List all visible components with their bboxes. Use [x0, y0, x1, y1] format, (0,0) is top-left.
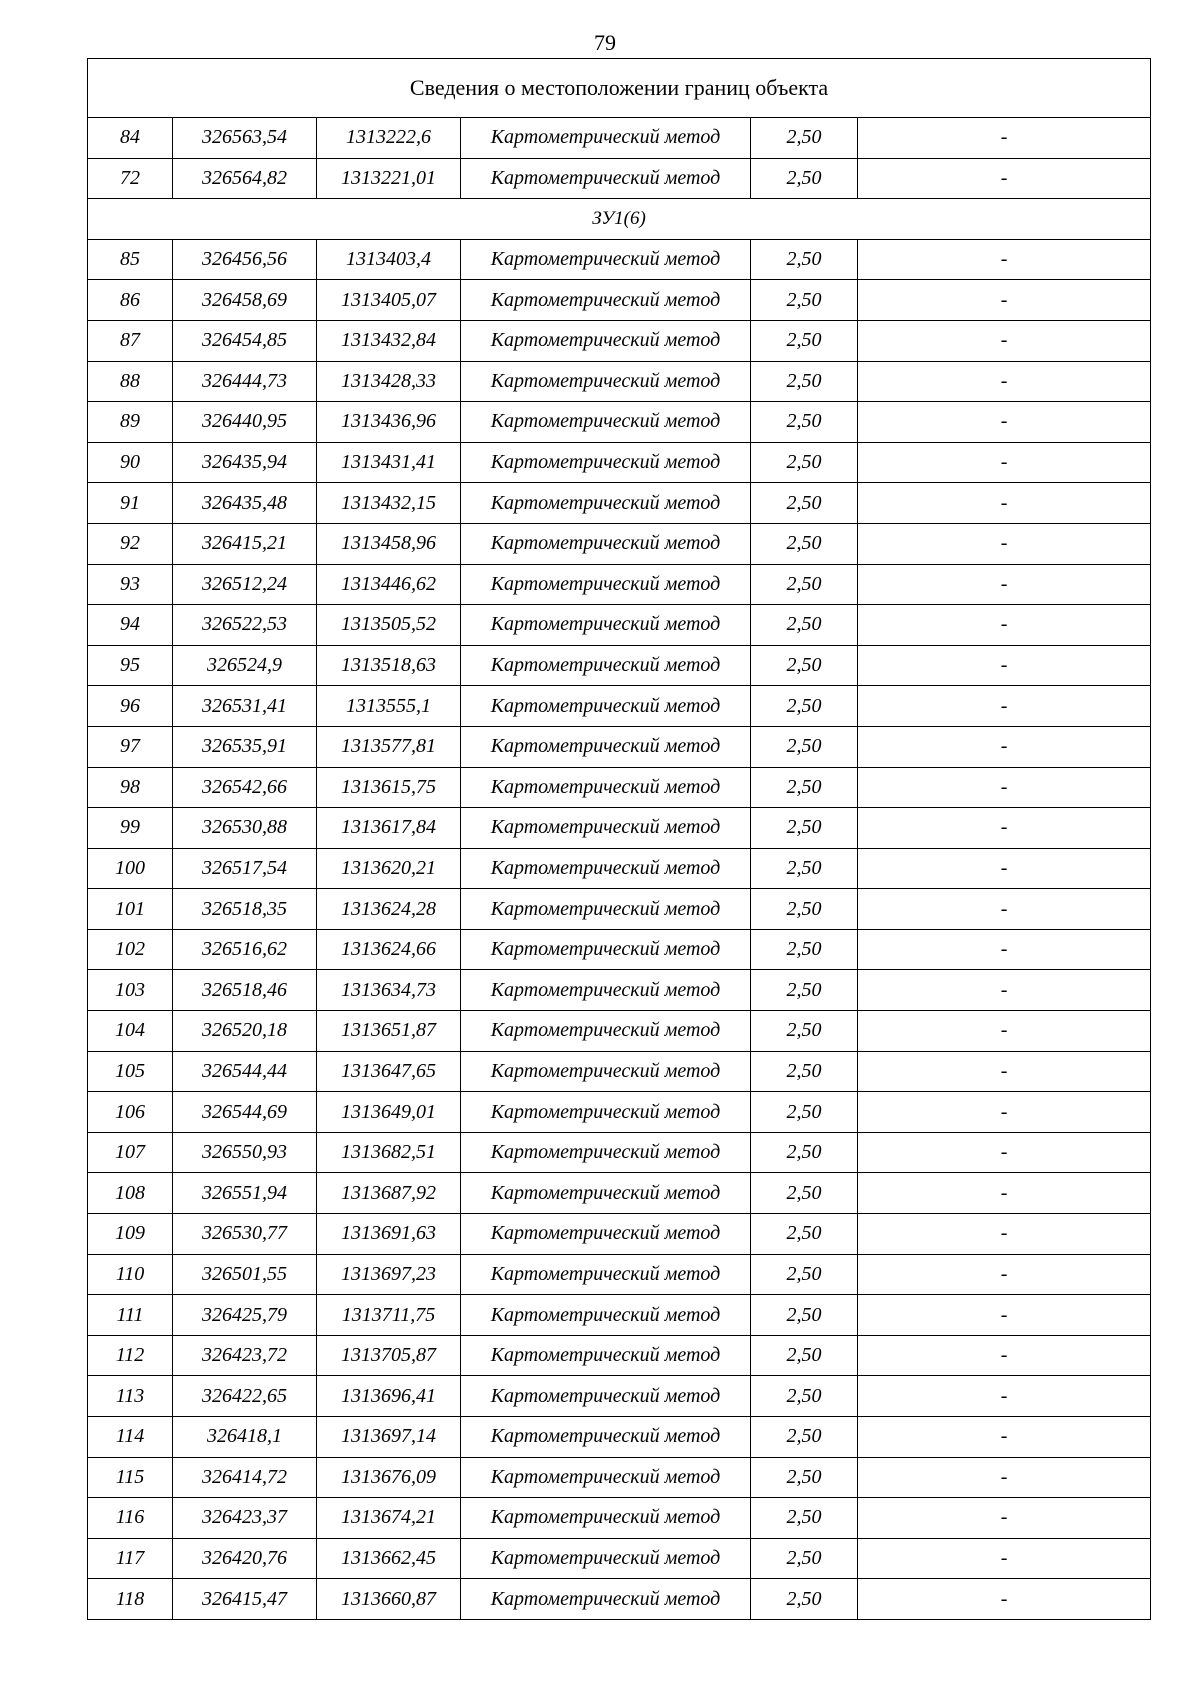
note-cell: - [858, 523, 1151, 564]
note-cell: - [858, 726, 1151, 767]
note-cell: - [858, 361, 1151, 402]
accuracy-cell: 2,50 [751, 1417, 858, 1458]
y-coordinate-cell: 1313446,62 [317, 564, 461, 605]
y-coordinate-cell: 1313711,75 [317, 1295, 461, 1336]
method-cell: Картометрический метод [461, 402, 751, 443]
y-coordinate-cell: 1313617,84 [317, 808, 461, 849]
table-row [88, 1214, 1151, 1255]
x-coordinate-cell: 326564,82 [173, 158, 317, 199]
y-coordinate-cell: 1313505,52 [317, 605, 461, 646]
table-row [88, 483, 1151, 524]
point-number-cell: 85 [88, 239, 173, 280]
note-cell: - [858, 280, 1151, 321]
y-coordinate-cell: 1313624,28 [317, 889, 461, 930]
table-row [88, 442, 1151, 483]
y-coordinate-cell: 1313697,23 [317, 1254, 461, 1295]
point-number-cell: 92 [88, 523, 173, 564]
note-cell: - [858, 645, 1151, 686]
table-row [88, 320, 1151, 361]
method-cell: Картометрический метод [461, 1214, 751, 1255]
x-coordinate-cell: 326535,91 [173, 726, 317, 767]
table-row [88, 605, 1151, 646]
method-cell: Картометрический метод [461, 686, 751, 727]
y-coordinate-cell: 1313634,73 [317, 970, 461, 1011]
table-row [88, 686, 1151, 727]
y-coordinate-cell: 1313662,45 [317, 1538, 461, 1579]
method-cell: Картометрический метод [461, 1457, 751, 1498]
accuracy-cell: 2,50 [751, 402, 858, 443]
x-coordinate-cell: 326544,44 [173, 1051, 317, 1092]
table-row [88, 767, 1151, 808]
accuracy-cell: 2,50 [751, 1011, 858, 1052]
table-row [88, 1417, 1151, 1458]
y-coordinate-cell: 1313687,92 [317, 1173, 461, 1214]
point-number-cell: 112 [88, 1335, 173, 1376]
accuracy-cell: 2,50 [751, 1335, 858, 1376]
table-row [88, 1051, 1151, 1092]
method-cell: Картометрический метод [461, 1376, 751, 1417]
y-coordinate-cell: 1313458,96 [317, 523, 461, 564]
point-number-cell: 111 [88, 1295, 173, 1336]
y-coordinate-cell: 1313405,07 [317, 280, 461, 321]
note-cell: - [858, 848, 1151, 889]
note-cell: - [858, 1457, 1151, 1498]
y-coordinate-cell: 1313682,51 [317, 1132, 461, 1173]
accuracy-cell: 2,50 [751, 239, 858, 280]
point-number-cell: 116 [88, 1498, 173, 1539]
y-coordinate-cell: 1313436,96 [317, 402, 461, 443]
x-coordinate-cell: 326458,69 [173, 280, 317, 321]
y-coordinate-cell: 1313647,65 [317, 1051, 461, 1092]
x-coordinate-cell: 326516,62 [173, 929, 317, 970]
x-coordinate-cell: 326524,9 [173, 645, 317, 686]
method-cell: Картометрический метод [461, 1132, 751, 1173]
method-cell: Картометрический метод [461, 280, 751, 321]
accuracy-cell: 2,50 [751, 1498, 858, 1539]
note-cell: - [858, 929, 1151, 970]
accuracy-cell: 2,50 [751, 848, 858, 889]
note-cell: - [858, 118, 1151, 159]
y-coordinate-cell: 1313432,84 [317, 320, 461, 361]
table-row [88, 726, 1151, 767]
accuracy-cell: 2,50 [751, 280, 858, 321]
accuracy-cell: 2,50 [751, 1457, 858, 1498]
section-label: ЗУ1(6) [88, 199, 1151, 240]
table-body [88, 59, 1151, 1620]
point-number-cell: 91 [88, 483, 173, 524]
note-cell: - [858, 402, 1151, 443]
y-coordinate-cell: 1313660,87 [317, 1579, 461, 1620]
note-cell: - [858, 158, 1151, 199]
table-row [88, 645, 1151, 686]
note-cell: - [858, 767, 1151, 808]
method-cell: Картометрический метод [461, 118, 751, 159]
method-cell: Картометрический метод [461, 889, 751, 930]
point-number-cell: 72 [88, 158, 173, 199]
accuracy-cell: 2,50 [751, 1173, 858, 1214]
method-cell: Картометрический метод [461, 1335, 751, 1376]
method-cell: Картометрический метод [461, 239, 751, 280]
method-cell: Картометрический метод [461, 564, 751, 605]
note-cell: - [858, 1417, 1151, 1458]
x-coordinate-cell: 326520,18 [173, 1011, 317, 1052]
y-coordinate-cell: 1313649,01 [317, 1092, 461, 1133]
x-coordinate-cell: 326530,77 [173, 1214, 317, 1255]
point-number-cell: 87 [88, 320, 173, 361]
point-number-cell: 101 [88, 889, 173, 930]
method-cell: Картометрический метод [461, 523, 751, 564]
method-cell: Картометрический метод [461, 726, 751, 767]
table-row [88, 1579, 1151, 1620]
accuracy-cell: 2,50 [751, 483, 858, 524]
note-cell: - [858, 1254, 1151, 1295]
note-cell: - [858, 605, 1151, 646]
method-cell: Картометрический метод [461, 605, 751, 646]
accuracy-cell: 2,50 [751, 1295, 858, 1336]
x-coordinate-cell: 326425,79 [173, 1295, 317, 1336]
x-coordinate-cell: 326512,24 [173, 564, 317, 605]
note-cell: - [858, 1011, 1151, 1052]
x-coordinate-cell: 326420,76 [173, 1538, 317, 1579]
point-number-cell: 110 [88, 1254, 173, 1295]
note-cell: - [858, 1173, 1151, 1214]
point-number-cell: 114 [88, 1417, 173, 1458]
point-number-cell: 99 [88, 808, 173, 849]
method-cell: Картометрический метод [461, 1417, 751, 1458]
note-cell: - [858, 1092, 1151, 1133]
x-coordinate-cell: 326518,46 [173, 970, 317, 1011]
y-coordinate-cell: 1313624,66 [317, 929, 461, 970]
table-row [88, 402, 1151, 443]
accuracy-cell: 2,50 [751, 645, 858, 686]
method-cell: Картометрический метод [461, 1254, 751, 1295]
accuracy-cell: 2,50 [751, 1538, 858, 1579]
note-cell: - [858, 1498, 1151, 1539]
table-row [88, 280, 1151, 321]
point-number-cell: 100 [88, 848, 173, 889]
point-number-cell: 102 [88, 929, 173, 970]
method-cell: Картометрический метод [461, 645, 751, 686]
y-coordinate-cell: 1313221,01 [317, 158, 461, 199]
table-row [88, 1011, 1151, 1052]
y-coordinate-cell: 1313691,63 [317, 1214, 461, 1255]
accuracy-cell: 2,50 [751, 1579, 858, 1620]
x-coordinate-cell: 326530,88 [173, 808, 317, 849]
note-cell: - [858, 1538, 1151, 1579]
table-row [88, 808, 1151, 849]
x-coordinate-cell: 326551,94 [173, 1173, 317, 1214]
x-coordinate-cell: 326454,85 [173, 320, 317, 361]
x-coordinate-cell: 326435,48 [173, 483, 317, 524]
accuracy-cell: 2,50 [751, 158, 858, 199]
note-cell: - [858, 1295, 1151, 1336]
table-row [88, 361, 1151, 402]
table-row [88, 848, 1151, 889]
accuracy-cell: 2,50 [751, 523, 858, 564]
y-coordinate-cell: 1313555,1 [317, 686, 461, 727]
method-cell: Картометрический метод [461, 1295, 751, 1336]
x-coordinate-cell: 326501,55 [173, 1254, 317, 1295]
table-row [88, 889, 1151, 930]
x-coordinate-cell: 326423,37 [173, 1498, 317, 1539]
point-number-cell: 108 [88, 1173, 173, 1214]
note-cell: - [858, 564, 1151, 605]
x-coordinate-cell: 326518,35 [173, 889, 317, 930]
y-coordinate-cell: 1313615,75 [317, 767, 461, 808]
point-number-cell: 115 [88, 1457, 173, 1498]
x-coordinate-cell: 326435,94 [173, 442, 317, 483]
x-coordinate-cell: 326423,72 [173, 1335, 317, 1376]
accuracy-cell: 2,50 [751, 320, 858, 361]
point-number-cell: 96 [88, 686, 173, 727]
note-cell: - [858, 1579, 1151, 1620]
method-cell: Картометрический метод [461, 1092, 751, 1133]
accuracy-cell: 2,50 [751, 1214, 858, 1255]
method-cell: Картометрический метод [461, 1173, 751, 1214]
x-coordinate-cell: 326544,69 [173, 1092, 317, 1133]
x-coordinate-cell: 326550,93 [173, 1132, 317, 1173]
accuracy-cell: 2,50 [751, 686, 858, 727]
y-coordinate-cell: 1313518,63 [317, 645, 461, 686]
boundary-coordinates-table [87, 58, 1151, 1620]
accuracy-cell: 2,50 [751, 605, 858, 646]
method-cell: Картометрический метод [461, 320, 751, 361]
note-cell: - [858, 442, 1151, 483]
method-cell: Картометрический метод [461, 158, 751, 199]
x-coordinate-cell: 326418,1 [173, 1417, 317, 1458]
method-cell: Картометрический метод [461, 767, 751, 808]
note-cell: - [858, 889, 1151, 930]
y-coordinate-cell: 1313705,87 [317, 1335, 461, 1376]
note-cell: - [858, 239, 1151, 280]
point-number-cell: 105 [88, 1051, 173, 1092]
accuracy-cell: 2,50 [751, 1132, 858, 1173]
note-cell: - [858, 483, 1151, 524]
table-title: Сведения о местоположении границ объекта [88, 59, 1151, 118]
method-cell: Картометрический метод [461, 1498, 751, 1539]
method-cell: Картометрический метод [461, 808, 751, 849]
table-row [88, 1132, 1151, 1173]
method-cell: Картометрический метод [461, 1011, 751, 1052]
method-cell: Картометрический метод [461, 1579, 751, 1620]
table-row [88, 970, 1151, 1011]
point-number-cell: 88 [88, 361, 173, 402]
point-number-cell: 98 [88, 767, 173, 808]
point-number-cell: 106 [88, 1092, 173, 1133]
point-number-cell: 109 [88, 1214, 173, 1255]
x-coordinate-cell: 326542,66 [173, 767, 317, 808]
x-coordinate-cell: 326422,65 [173, 1376, 317, 1417]
y-coordinate-cell: 1313577,81 [317, 726, 461, 767]
y-coordinate-cell: 1313222,6 [317, 118, 461, 159]
y-coordinate-cell: 1313676,09 [317, 1457, 461, 1498]
accuracy-cell: 2,50 [751, 1376, 858, 1417]
point-number-cell: 94 [88, 605, 173, 646]
y-coordinate-cell: 1313431,41 [317, 442, 461, 483]
note-cell: - [858, 1051, 1151, 1092]
point-number-cell: 113 [88, 1376, 173, 1417]
table-row [88, 1335, 1151, 1376]
y-coordinate-cell: 1313403,4 [317, 239, 461, 280]
table-row [88, 1498, 1151, 1539]
point-number-cell: 104 [88, 1011, 173, 1052]
y-coordinate-cell: 1313620,21 [317, 848, 461, 889]
method-cell: Картометрический метод [461, 970, 751, 1011]
table-row [88, 1538, 1151, 1579]
note-cell: - [858, 808, 1151, 849]
accuracy-cell: 2,50 [751, 1254, 858, 1295]
y-coordinate-cell: 1313674,21 [317, 1498, 461, 1539]
x-coordinate-cell: 326415,47 [173, 1579, 317, 1620]
point-number-cell: 97 [88, 726, 173, 767]
y-coordinate-cell: 1313697,14 [317, 1417, 461, 1458]
method-cell: Картометрический метод [461, 848, 751, 889]
table-row [88, 564, 1151, 605]
accuracy-cell: 2,50 [751, 889, 858, 930]
x-coordinate-cell: 326522,53 [173, 605, 317, 646]
y-coordinate-cell: 1313428,33 [317, 361, 461, 402]
x-coordinate-cell: 326440,95 [173, 402, 317, 443]
note-cell: - [858, 1335, 1151, 1376]
table-row [88, 1254, 1151, 1295]
accuracy-cell: 2,50 [751, 1092, 858, 1133]
note-cell: - [858, 1132, 1151, 1173]
x-coordinate-cell: 326444,73 [173, 361, 317, 402]
point-number-cell: 89 [88, 402, 173, 443]
y-coordinate-cell: 1313432,15 [317, 483, 461, 524]
point-number-cell: 86 [88, 280, 173, 321]
table-row [88, 929, 1151, 970]
table-row [88, 158, 1151, 199]
y-coordinate-cell: 1313651,87 [317, 1011, 461, 1052]
x-coordinate-cell: 326414,72 [173, 1457, 317, 1498]
page-number: 79 [594, 30, 616, 55]
table-row [88, 118, 1151, 159]
table-row [88, 523, 1151, 564]
x-coordinate-cell: 326415,21 [173, 523, 317, 564]
table-row [88, 1295, 1151, 1336]
accuracy-cell: 2,50 [751, 970, 858, 1011]
method-cell: Картометрический метод [461, 1051, 751, 1092]
accuracy-cell: 2,50 [751, 726, 858, 767]
table-row [88, 1457, 1151, 1498]
point-number-cell: 93 [88, 564, 173, 605]
accuracy-cell: 2,50 [751, 1051, 858, 1092]
accuracy-cell: 2,50 [751, 442, 858, 483]
x-coordinate-cell: 326563,54 [173, 118, 317, 159]
table-row [88, 1092, 1151, 1133]
method-cell: Картометрический метод [461, 442, 751, 483]
accuracy-cell: 2,50 [751, 767, 858, 808]
method-cell: Картометрический метод [461, 483, 751, 524]
x-coordinate-cell: 326517,54 [173, 848, 317, 889]
note-cell: - [858, 970, 1151, 1011]
point-number-cell: 118 [88, 1579, 173, 1620]
section-row [88, 199, 1151, 240]
point-number-cell: 95 [88, 645, 173, 686]
y-coordinate-cell: 1313696,41 [317, 1376, 461, 1417]
table-row [88, 1173, 1151, 1214]
accuracy-cell: 2,50 [751, 929, 858, 970]
accuracy-cell: 2,50 [751, 361, 858, 402]
note-cell: - [858, 686, 1151, 727]
note-cell: - [858, 320, 1151, 361]
point-number-cell: 107 [88, 1132, 173, 1173]
accuracy-cell: 2,50 [751, 564, 858, 605]
note-cell: - [858, 1214, 1151, 1255]
point-number-cell: 103 [88, 970, 173, 1011]
table-row [88, 239, 1151, 280]
point-number-cell: 84 [88, 118, 173, 159]
accuracy-cell: 2,50 [751, 118, 858, 159]
table-row [88, 1376, 1151, 1417]
method-cell: Картометрический метод [461, 361, 751, 402]
x-coordinate-cell: 326456,56 [173, 239, 317, 280]
method-cell: Картометрический метод [461, 1538, 751, 1579]
method-cell: Картометрический метод [461, 929, 751, 970]
table-title-row [88, 59, 1151, 118]
point-number-cell: 90 [88, 442, 173, 483]
accuracy-cell: 2,50 [751, 808, 858, 849]
x-coordinate-cell: 326531,41 [173, 686, 317, 727]
point-number-cell: 117 [88, 1538, 173, 1579]
note-cell: - [858, 1376, 1151, 1417]
